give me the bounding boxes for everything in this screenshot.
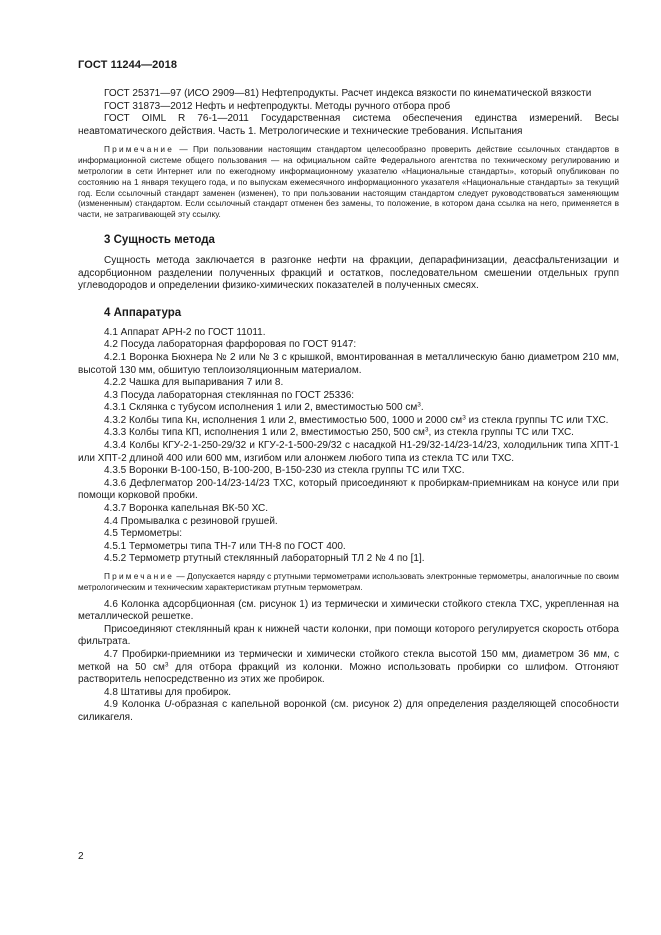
list-item [78,649,619,687]
page-number: 2 [78,851,84,862]
list-item: 4.2.2 Чашка для выпаривания 7 или 8. [104,377,284,389]
reference-item: ГОСТ 25371—97 (ИСО 2909—81) Нефтепродукты. Расчет индекса вязкости по кинематической вязкости [104,88,592,99]
list-item: 4.2 Посуда лабораторная фарфоровая по ГОСТ 9147: [104,339,357,351]
item-text: -образная с капельной воронкой (см. рисунок 2) для определения разделяющей способности силикагеля. [78,699,619,723]
item-text: 4.3.1 Склянка с тубусом исполнения 1 или 2, вместимостью 500 см [104,402,418,414]
list-item: 4.3.6 Дефлегматор 200-14/23-14/23 ТХС, который присоединяют к пробиркам-приемникам на конусе или при помощи корковой пробки. [78,477,619,502]
note-paragraph [78,144,619,220]
note-text: — Допускается наряду с ртутными термометрами использовать электронные термометры, аналогичные по своим метрологическим и техническим характеристикам ртутным термометрам. [78,571,619,592]
list-item [78,402,619,415]
list-item: 4.6 Колонка адсорбционная (см. рисунок 1) из термически и химически стойкого стекла ТХС, укрепленная на металлической решетке. [78,598,619,623]
page-content [78,88,619,725]
list-item: Присоединяют стеклянный кран к нижней части колонки, при помощи которого регулируется скорость отбора фильтрата. [78,623,619,648]
superscript: 3 [417,401,421,409]
document-code-header: ГОСТ 11244—2018 [78,59,178,71]
list-item: 4.1 Аппарат АРН-2 по ГОСТ 11011. [104,326,266,338]
superscript: 3 [164,661,169,669]
list-item: 4.5.2 Термометр ртутный стеклянный лабораторный ТЛ 2 № 4 по [1]. [104,553,425,565]
item-text: . [420,402,424,414]
list-item: 4.3.5 Воронки В-100-150, В-100-200, В-150-230 из стекла группы ТС или ТХС. [104,465,465,477]
superscript: 3 [462,414,466,422]
note-label: Примечание [104,571,175,582]
note-label: Примечание [104,144,175,155]
list-item [78,427,619,440]
list-item: 4.3.4 Колбы КГУ-2-1-250-29/32 и КГУ-2-1-500-29/32 с насадкой Н1-29/32-14/23-14/23, холодильник типа ХПТ-1 или ХПТ-2 длиной 400 или 600 мм, изгибом или алонжем любого типа из стекла ТС или ТХС. [78,440,619,464]
list-item: 4.3.7 Воронка капельная ВК-50 ХС. [104,503,269,515]
list-item [78,415,619,428]
list-item: 4.5 Термометры: [104,528,182,540]
reference-item: ГОСТ OIML R 76-1—2011 Государственная система обеспечения единства измерений. Весы неавтоматического действия. Часть 1. Метрологические и технические требования. Испытания [78,113,619,137]
item-text: , из стекла группы ТС или ТХС. [428,427,574,439]
item-text: из стекла группы ТС или ТХС. [465,414,609,426]
section-paragraph: Сущность метода заключается в разгонке нефти на фракции, депарафинизации, деасфальтенизации и адсорбционном разделении полученных фракций и остатков, последовательном смешении отдельных групп углеводородов и определении физико-химических показателей в полученных смесях. [78,254,619,292]
note-text: — При пользовании настоящим стандартом целесообразно проверить действие ссылочных стандартов в информационной системе общего пользования — на официальном сайте Федерального агентства по техническому регулированию и метрологии в сети Интернет или по ежегодному информационному указателю «Национальные стандарты», который опубликован по состоянию на 1 января текущего года, и по выпускам ежемесячного информационного указателя «Национальные стандарты» за текущий год. Если ссылочный стандарт заменен (изменен), то при пользовании настоящим стандартом следует руководствоваться заменяющим (измененным) стандартом. Если ссылочный стандарт отменен без замены, то положение, в котором дана ссылка на него, применяется в части, не затрагивающей эту ссылку. [78,144,619,220]
item-text: 4.3.2 Колбы типа Кн, исполнения 1 или 2, вместимостью 500, 1000 и 2000 см [104,414,463,426]
item-text: для отбора фракций из колонки. Можно использовать пробирки со шлифом. Отгоняют растворитель непосредственно из этих же пробирок. [78,661,619,686]
italic-letter: U [164,699,172,711]
superscript: 3 [424,426,429,434]
section-heading: 3 Сущность метода [104,233,215,246]
item-text: 4.9 Колонка [104,699,165,711]
note-paragraph [78,571,619,593]
item-text: 4.3.3 Колбы типа КП, исполнения 1 или 2, вместимостью 250, 500 см [104,427,425,439]
list-item [78,699,619,724]
section-heading: 4 Аппаратура [104,306,182,319]
reference-item: ГОСТ 31873—2012 Нефть и нефтепродукты. Методы ручного отбора проб [104,100,451,112]
list-item: 4.2.1 Воронка Бюхнера № 2 или № 3 с крышкой, вмонтированная в металлическую баню диаметром 210 мм, высотой 130 мм, обшитую теплоизоляционным материалом. [78,351,619,376]
list-item: 4.4 Промывалка с резиновой грушей. [104,515,278,527]
list-item: 4.8 Штативы для пробирок. [104,686,232,698]
item-text: 4.7 Пробирки-приемники из термически и химически стойкого стекла высотой 150 мм, диаметром 36 мм, с меткой на 50 см [78,648,619,673]
list-item: 4.5.1 Термометры типа ТН-7 или ТН-8 по ГОСТ 400. [104,540,346,552]
list-item: 4.3 Посуда лабораторная стеклянная по ГОСТ 25336: [104,389,355,401]
